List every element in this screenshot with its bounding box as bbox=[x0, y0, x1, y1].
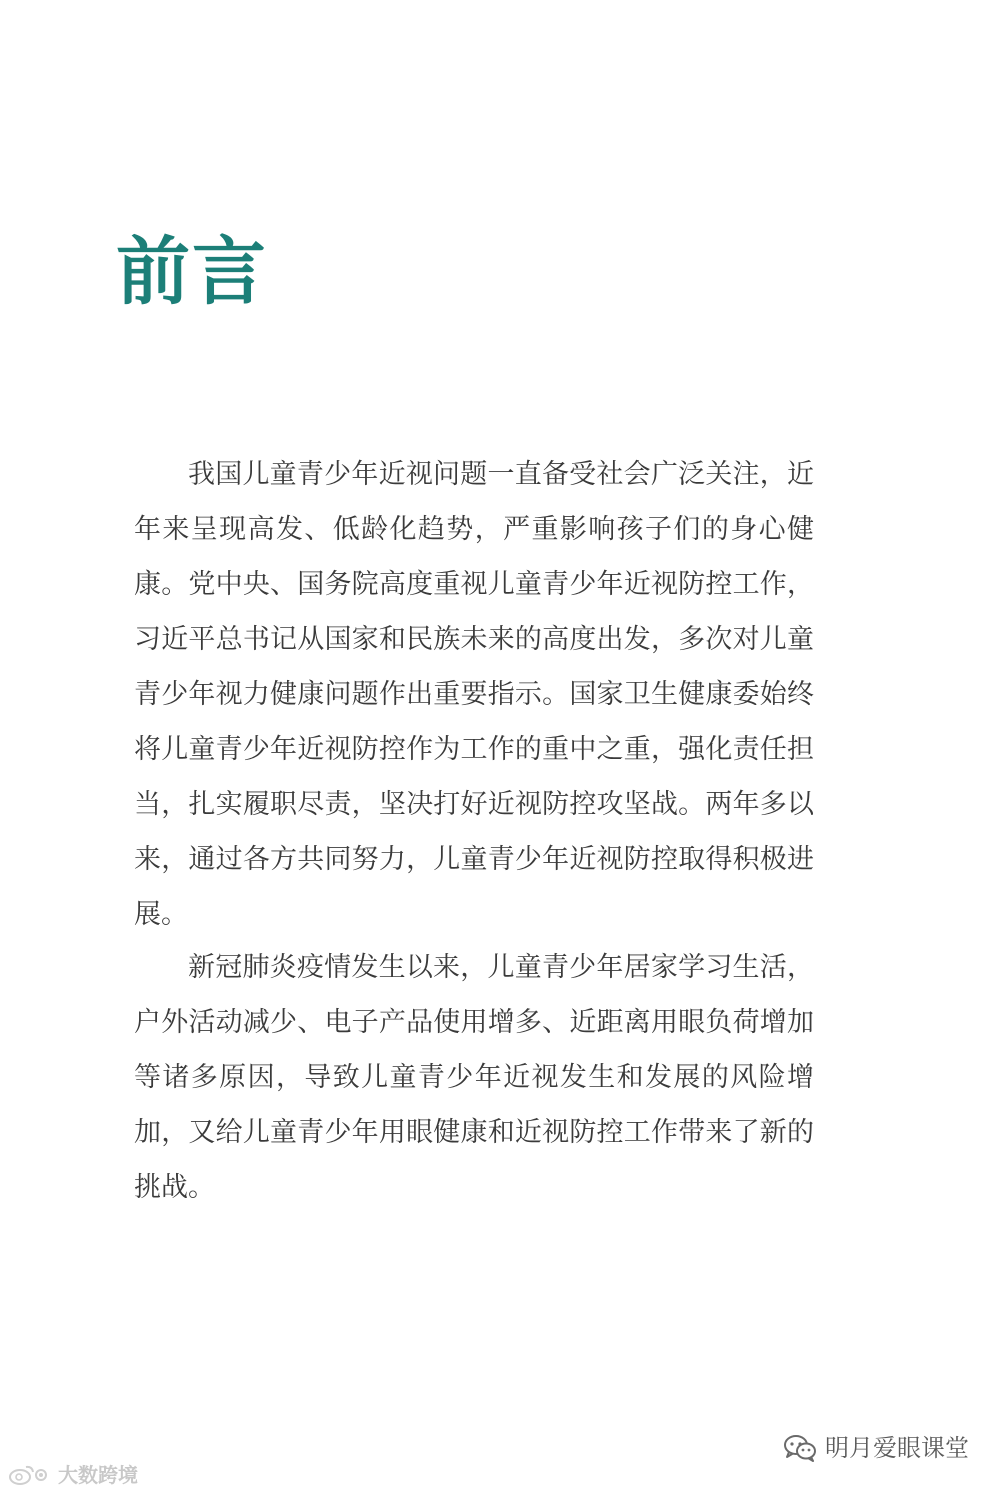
page-title: 前言 bbox=[116, 229, 268, 315]
wechat-icon bbox=[783, 1434, 817, 1462]
body-paragraph-2 bbox=[134, 940, 814, 1215]
weibo-icon bbox=[8, 1463, 52, 1487]
wechat-account-name: 明月爱眼课堂 bbox=[825, 1434, 969, 1462]
body-paragraph-1 bbox=[134, 447, 814, 942]
paragraph-text: 我国儿童青少年近视问题一直备受社会广泛关注，近年来呈现高发、低龄化趋势，严重影响孩子们的身心健康。党中央、国务院高度重视儿童青少年近视防控工作，习近平总书记从国家和民族未来的高度出发，多次对儿童青少年视力健康问题作出重要指示。国家卫生健康委始终将儿童青少年近视防控作为工作的重中之重，强化责任担当，扎实履职尽责，坚决打好近视防控攻坚战。两年多以来，通过各方共同努力，儿童青少年近视防控取得积极进展。 bbox=[134, 459, 814, 930]
wechat-account-watermark bbox=[783, 1433, 969, 1463]
paragraph-text: 新冠肺炎疫情发生以来，儿童青少年居家学习生活，户外活动减少、电子产品使用增多、近距离用眼负荷增加等诸多原因，导致儿童青少年近视发生和发展的风险增加，又给儿童青少年用眼健康和近视防控工作带来了新的挑战。 bbox=[134, 952, 814, 1203]
weibo-watermark bbox=[8, 1462, 138, 1488]
weibo-source-name: 大数跨境 bbox=[58, 1463, 138, 1487]
